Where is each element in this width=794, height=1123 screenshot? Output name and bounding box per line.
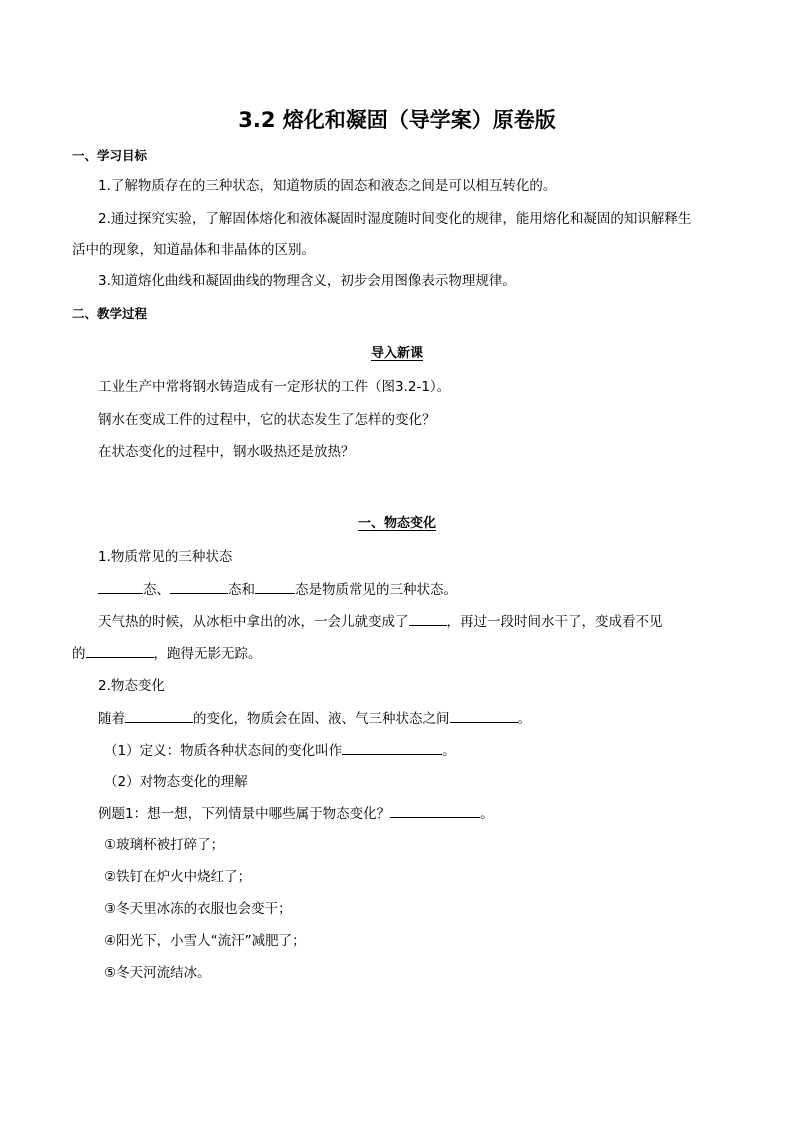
goal-3: 3.知道熔化曲线和凝固曲线的物理含义，初步会用图像表示物理规律。	[98, 273, 516, 289]
section-heading-goals: 一、学习目标	[72, 148, 148, 163]
document-title: 3.2 熔化和凝固（导学案）原卷版	[238, 108, 556, 132]
list-item: ④阳光下，小雪人“流汗”减肥了；	[104, 933, 306, 949]
list-item: ③冬天里冰冻的衣服也会变干；	[104, 901, 292, 917]
goal-2-line-2: 活中的现象，知道晶体和非晶体的区别。	[72, 242, 315, 258]
list-item: ②铁钉在炉火中烧红了；	[104, 869, 252, 885]
goal-1: 1.了解物质存在的三种状态，知道物质的固态和液态之间是可以相互转化的。	[98, 178, 557, 194]
fill-blank[interactable]	[125, 709, 193, 723]
fill-blank[interactable]	[86, 644, 154, 658]
change-title: 2.物态变化	[98, 678, 165, 694]
fill-blank[interactable]	[342, 741, 442, 755]
understanding-line: （2）对物态变化的理解	[104, 774, 248, 790]
ice-paragraph-line-2: 的 ，跑得无影无踪。	[72, 646, 262, 662]
fill-blank[interactable]	[450, 709, 518, 723]
goal-2-line-1: 2.通过探究实验，了解固体熔化和液体凝固时湿度随时间变化的规律，能用熔化和凝固的知识解释生	[98, 211, 692, 227]
fill-blank[interactable]	[390, 804, 480, 818]
change-sentence: 随着 的变化，物质会在固、液、气三种状态之间 。	[98, 711, 531, 727]
intro-paragraph-2: 钢水在变成工件的过程中，它的状态发生了怎样的变化？	[98, 412, 436, 428]
part-1-heading: 一、物态变化	[357, 516, 436, 531]
list-item: ①玻璃杯被打碎了；	[104, 837, 225, 853]
fill-blank[interactable]	[409, 612, 447, 626]
section-heading-process: 二、教学过程	[72, 306, 148, 321]
states-title: 1.物质常见的三种状态	[98, 549, 233, 565]
intro-paragraph-1: 工业生产中常将钢水铸造成有一定形状的工件（图3.2-1）。	[98, 379, 451, 395]
ice-paragraph-line-1: 天气热的时候，从冰柜中拿出的冰，一会儿就变成了 ，再过一段时间水干了，变成看不见	[98, 614, 663, 630]
fill-blank[interactable]	[255, 580, 295, 594]
definition-line: （1）定义：物质各种状态间的变化叫作 。	[104, 743, 456, 759]
list-item: ⑤冬天河流结冰。	[104, 965, 211, 981]
fill-blank[interactable]	[98, 580, 143, 594]
fill-blank[interactable]	[170, 580, 228, 594]
states-sentence: 态、 态和 态是物质常见的三种状态。	[98, 580, 457, 599]
intro-paragraph-3: 在状态变化的过程中，钢水吸热还是放热？	[98, 444, 355, 460]
example-question: 例题1：想一想，下列情景中哪些属于物态变化？ 。	[98, 806, 494, 822]
intro-heading: 导入新课	[370, 346, 423, 361]
